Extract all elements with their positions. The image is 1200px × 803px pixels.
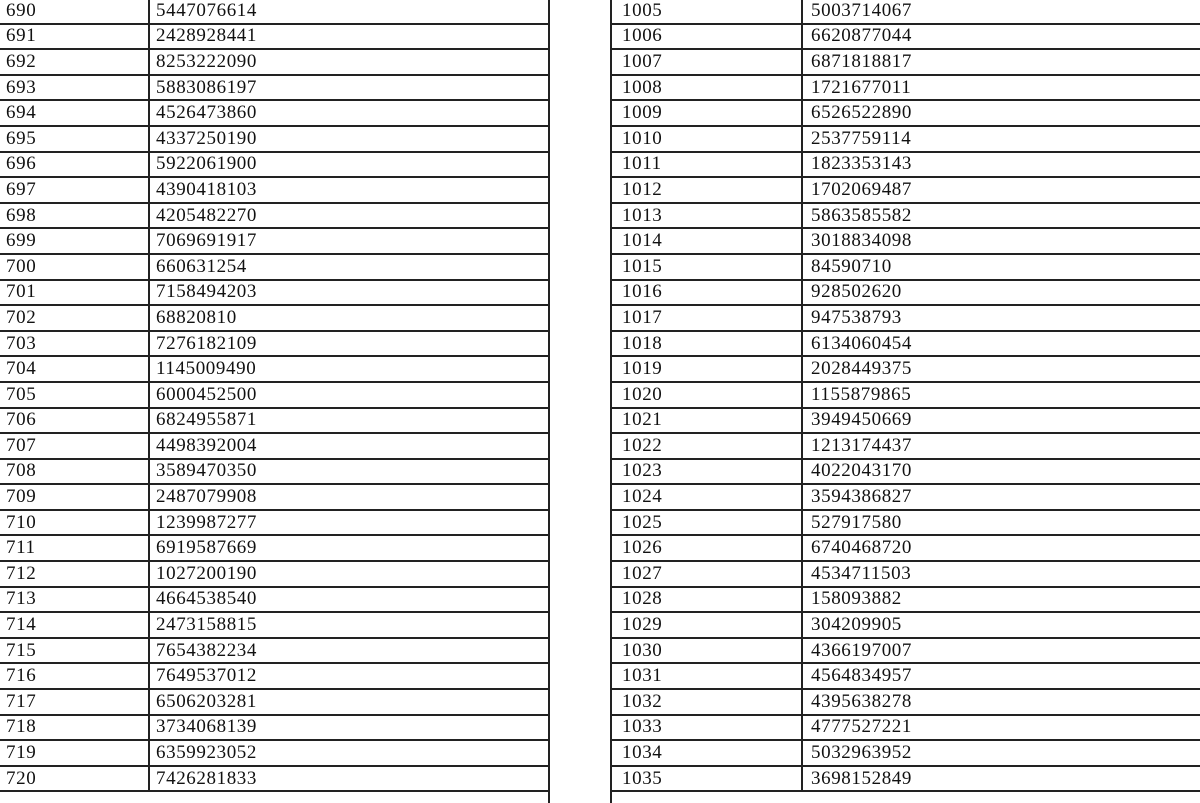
number-value-cell: 3698152849 <box>802 766 1200 792</box>
number-value-cell: 2487079908 <box>149 484 548 510</box>
number-value-cell: 2473158815 <box>149 612 548 638</box>
number-value-cell: 1155879865 <box>802 382 1200 408</box>
table-row <box>0 382 548 408</box>
number-value-cell: 947538793 <box>802 305 1200 331</box>
row-index-cell: 1031 <box>612 663 802 689</box>
number-value-cell: 158093882 <box>802 587 1200 613</box>
number-value-cell: 4337250190 <box>149 126 548 152</box>
table-row <box>0 689 548 715</box>
number-value-cell: 1239987277 <box>149 510 548 536</box>
number-value-cell: 4022043170 <box>802 459 1200 485</box>
table-row <box>612 331 1200 357</box>
row-index-cell: 696 <box>0 152 149 178</box>
table-row <box>0 612 548 638</box>
number-value-cell: 1213174437 <box>802 433 1200 459</box>
row-index-cell: 710 <box>0 510 149 536</box>
row-index-cell: 719 <box>0 740 149 766</box>
number-value-cell: 6620877044 <box>802 24 1200 50</box>
row-index-cell: 718 <box>0 715 149 741</box>
table-row <box>612 177 1200 203</box>
table-row <box>0 561 548 587</box>
row-index-cell: 1020 <box>612 382 802 408</box>
table-row <box>0 228 548 254</box>
number-value-cell: 3018834098 <box>802 228 1200 254</box>
table-row <box>0 305 548 331</box>
table-row <box>612 356 1200 382</box>
row-index-cell: 699 <box>0 228 149 254</box>
row-index-cell: 702 <box>0 305 149 331</box>
number-value-cell: 4534711503 <box>802 561 1200 587</box>
number-value-cell: 4395638278 <box>802 689 1200 715</box>
number-value-cell: 4498392004 <box>149 433 548 459</box>
row-index-cell: 701 <box>0 280 149 306</box>
number-value-cell: 4564834957 <box>802 663 1200 689</box>
row-index-cell: 700 <box>0 254 149 280</box>
number-value-cell: 6919587669 <box>149 535 548 561</box>
number-value-cell: 2428928441 <box>149 24 548 50</box>
row-index-cell: 1030 <box>612 638 802 664</box>
number-value-cell: 1702069487 <box>802 177 1200 203</box>
row-index-cell: 713 <box>0 587 149 613</box>
row-index-cell: 1019 <box>612 356 802 382</box>
table-row <box>612 126 1200 152</box>
row-index-cell: 1034 <box>612 740 802 766</box>
number-value-cell: 4205482270 <box>149 203 548 229</box>
row-index-cell: 1029 <box>612 612 802 638</box>
row-index-cell: 706 <box>0 408 149 434</box>
number-value-cell: 6359923052 <box>149 740 548 766</box>
number-value-cell: 2028449375 <box>802 356 1200 382</box>
number-value-cell: 1823353143 <box>802 152 1200 178</box>
row-index-cell: 720 <box>0 766 149 792</box>
table-row <box>0 484 548 510</box>
row-index-cell: 711 <box>0 535 149 561</box>
number-value-cell: 5447076614 <box>149 0 548 24</box>
number-value-cell: 304209905 <box>802 612 1200 638</box>
table-row <box>612 254 1200 280</box>
table-row <box>612 382 1200 408</box>
table-row <box>612 612 1200 638</box>
number-value-cell: 3949450669 <box>802 408 1200 434</box>
row-index-cell: 1015 <box>612 254 802 280</box>
table-row <box>0 331 548 357</box>
number-value-cell: 6134060454 <box>802 331 1200 357</box>
number-value-cell: 8253222090 <box>149 49 548 75</box>
number-value-cell: 4526473860 <box>149 100 548 126</box>
table-row <box>0 638 548 664</box>
table-row <box>612 49 1200 75</box>
table-row <box>612 510 1200 536</box>
table-row <box>0 100 548 126</box>
table-row <box>612 740 1200 766</box>
number-value-cell: 4366197007 <box>802 638 1200 664</box>
number-value-cell: 6740468720 <box>802 535 1200 561</box>
number-value-cell: 5003714067 <box>802 0 1200 24</box>
row-index-cell: 1025 <box>612 510 802 536</box>
number-value-cell: 84590710 <box>802 254 1200 280</box>
row-index-cell: 1010 <box>612 126 802 152</box>
table-row <box>0 587 548 613</box>
row-index-cell: 708 <box>0 459 149 485</box>
number-value-cell: 7158494203 <box>149 280 548 306</box>
number-value-cell: 6000452500 <box>149 382 548 408</box>
row-index-cell: 690 <box>0 0 149 24</box>
number-value-cell: 4777527221 <box>802 715 1200 741</box>
row-index-cell: 712 <box>0 561 149 587</box>
row-index-cell: 1032 <box>612 689 802 715</box>
table-row <box>612 0 1200 24</box>
number-value-cell: 7654382234 <box>149 638 548 664</box>
row-index-cell: 1028 <box>612 587 802 613</box>
row-index-cell: 1026 <box>612 535 802 561</box>
row-index-cell: 1024 <box>612 484 802 510</box>
table-row <box>612 280 1200 306</box>
table-row <box>612 408 1200 434</box>
table-row <box>0 510 548 536</box>
table-row <box>612 152 1200 178</box>
row-index-cell: 1035 <box>612 766 802 792</box>
right-number-table <box>612 0 1200 792</box>
row-index-cell: 695 <box>0 126 149 152</box>
row-index-cell: 693 <box>0 75 149 101</box>
number-value-cell: 6871818817 <box>802 49 1200 75</box>
row-index-cell: 716 <box>0 663 149 689</box>
row-index-cell: 1011 <box>612 152 802 178</box>
row-index-cell: 717 <box>0 689 149 715</box>
table-row <box>612 484 1200 510</box>
number-value-cell: 527917580 <box>802 510 1200 536</box>
row-index-cell: 1012 <box>612 177 802 203</box>
row-index-cell: 1006 <box>612 24 802 50</box>
table-row <box>0 740 548 766</box>
number-value-cell: 6526522890 <box>802 100 1200 126</box>
table-row <box>612 203 1200 229</box>
number-value-cell: 6506203281 <box>149 689 548 715</box>
left-number-table <box>0 0 548 792</box>
row-index-cell: 1027 <box>612 561 802 587</box>
number-value-cell: 3589470350 <box>149 459 548 485</box>
row-index-cell: 709 <box>0 484 149 510</box>
number-value-cell: 5922061900 <box>149 152 548 178</box>
table-row <box>612 766 1200 792</box>
table-row <box>0 356 548 382</box>
row-index-cell: 1013 <box>612 203 802 229</box>
table-row <box>612 587 1200 613</box>
number-value-cell: 4390418103 <box>149 177 548 203</box>
table-row <box>612 561 1200 587</box>
number-value-cell: 5863585582 <box>802 203 1200 229</box>
number-value-cell: 7649537012 <box>149 663 548 689</box>
table-row <box>612 305 1200 331</box>
table-row <box>612 535 1200 561</box>
row-index-cell: 1022 <box>612 433 802 459</box>
row-index-cell: 714 <box>0 612 149 638</box>
row-index-cell: 715 <box>0 638 149 664</box>
number-value-cell: 928502620 <box>802 280 1200 306</box>
row-index-cell: 1017 <box>612 305 802 331</box>
table-row <box>0 152 548 178</box>
table-row <box>0 408 548 434</box>
row-index-cell: 705 <box>0 382 149 408</box>
number-value-cell: 1027200190 <box>149 561 548 587</box>
table-row <box>0 535 548 561</box>
table-row <box>612 689 1200 715</box>
table-row <box>0 459 548 485</box>
table-row <box>612 433 1200 459</box>
table-row <box>0 433 548 459</box>
number-value-cell: 3734068139 <box>149 715 548 741</box>
number-value-cell: 1721677011 <box>802 75 1200 101</box>
table-row <box>0 24 548 50</box>
row-index-cell: 1009 <box>612 100 802 126</box>
number-value-cell: 1145009490 <box>149 356 548 382</box>
table-row <box>0 254 548 280</box>
table-row <box>0 766 548 792</box>
table-row <box>0 75 548 101</box>
row-index-cell: 692 <box>0 49 149 75</box>
table-row <box>612 663 1200 689</box>
row-index-cell: 1007 <box>612 49 802 75</box>
number-value-cell: 2537759114 <box>802 126 1200 152</box>
row-index-cell: 1018 <box>612 331 802 357</box>
number-value-cell: 7426281833 <box>149 766 548 792</box>
table-row <box>0 663 548 689</box>
row-index-cell: 1023 <box>612 459 802 485</box>
table-row <box>0 280 548 306</box>
row-index-cell: 1021 <box>612 408 802 434</box>
row-index-cell: 698 <box>0 203 149 229</box>
number-value-cell: 7069691917 <box>149 228 548 254</box>
number-value-cell: 5032963952 <box>802 740 1200 766</box>
number-value-cell: 7276182109 <box>149 331 548 357</box>
number-value-cell: 660631254 <box>149 254 548 280</box>
table-row <box>612 228 1200 254</box>
table-row <box>612 100 1200 126</box>
row-index-cell: 1033 <box>612 715 802 741</box>
number-value-cell: 4664538540 <box>149 587 548 613</box>
row-index-cell: 1016 <box>612 280 802 306</box>
number-value-cell: 6824955871 <box>149 408 548 434</box>
row-index-cell: 691 <box>0 24 149 50</box>
row-index-cell: 1005 <box>612 0 802 24</box>
table-row <box>612 24 1200 50</box>
table-row <box>0 126 548 152</box>
number-value-cell: 68820810 <box>149 305 548 331</box>
row-index-cell: 1014 <box>612 228 802 254</box>
table-row <box>612 459 1200 485</box>
row-index-cell: 697 <box>0 177 149 203</box>
spacer-column <box>548 0 612 803</box>
table-row <box>0 203 548 229</box>
table-row <box>0 715 548 741</box>
table-row <box>612 715 1200 741</box>
row-index-cell: 1008 <box>612 75 802 101</box>
table-row <box>612 75 1200 101</box>
row-index-cell: 703 <box>0 331 149 357</box>
table-row <box>0 0 548 24</box>
number-value-cell: 3594386827 <box>802 484 1200 510</box>
number-value-cell: 5883086197 <box>149 75 548 101</box>
table-row <box>612 638 1200 664</box>
row-index-cell: 704 <box>0 356 149 382</box>
row-index-cell: 707 <box>0 433 149 459</box>
row-index-cell: 694 <box>0 100 149 126</box>
table-row <box>0 49 548 75</box>
table-row <box>0 177 548 203</box>
